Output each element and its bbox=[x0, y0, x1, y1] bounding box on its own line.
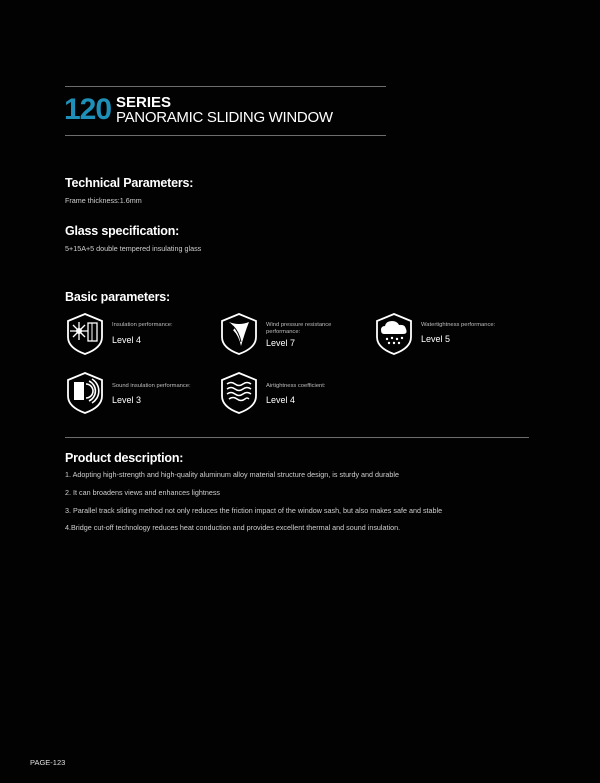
param-label: Sound insulation performance: bbox=[112, 383, 191, 389]
param-label: Watertightness performance: bbox=[421, 322, 496, 328]
param-level: Level 4 bbox=[112, 335, 142, 345]
technical-heading: Technical Parameters: bbox=[65, 176, 194, 190]
insulation-icon bbox=[65, 312, 105, 356]
description-line-4: 4.Bridge cut-off technology reduces heat conduction and provides excellent thermal and sound insulation. bbox=[65, 523, 401, 532]
glass-spec: 5+15A+5 double tempered insulating glass bbox=[65, 244, 202, 253]
description-line-2: 2. It can broadens views and enhances lightness bbox=[65, 488, 221, 497]
series-number: 120 bbox=[64, 93, 112, 126]
param-watertightness bbox=[374, 312, 524, 352]
sound-icon bbox=[65, 371, 105, 415]
param-insulation bbox=[65, 312, 215, 352]
param-wind bbox=[219, 312, 369, 352]
frame-thickness: Frame thickness:1.6mm bbox=[65, 196, 142, 205]
section-divider bbox=[65, 437, 529, 438]
param-label: Insulation performance: bbox=[112, 322, 173, 328]
bottom-rule bbox=[65, 135, 386, 136]
param-label: Wind pressure resistance performance: bbox=[266, 322, 332, 335]
description-line-3: 3. Parallel track sliding method not only reduces the friction impact of the window sash, but also makes safe and stable bbox=[65, 506, 443, 515]
param-level: Level 3 bbox=[112, 395, 142, 405]
param-airtightness bbox=[219, 371, 369, 411]
description-line-1: 1. Adopting high-strength and high-quality aluminum alloy material structure design, is sturdy and durable bbox=[65, 470, 400, 479]
param-level: Level 5 bbox=[421, 334, 451, 344]
glass-heading: Glass specification: bbox=[65, 224, 180, 238]
param-level: Level 4 bbox=[266, 395, 296, 405]
description-heading: Product description: bbox=[65, 451, 184, 465]
param-sound bbox=[65, 371, 215, 411]
product-name: PANORAMIC SLIDING WINDOW bbox=[116, 109, 333, 126]
page-number: PAGE-123 bbox=[30, 758, 66, 767]
series-label: SERIES bbox=[116, 94, 172, 111]
param-level: Level 7 bbox=[266, 338, 296, 348]
param-label: Airtightness coefficient: bbox=[266, 383, 326, 389]
top-rule bbox=[65, 86, 386, 87]
basic-heading: Basic parameters: bbox=[65, 290, 170, 304]
wind-icon bbox=[219, 312, 259, 356]
airflow-icon bbox=[219, 371, 259, 415]
rain-cloud-icon bbox=[374, 312, 414, 356]
